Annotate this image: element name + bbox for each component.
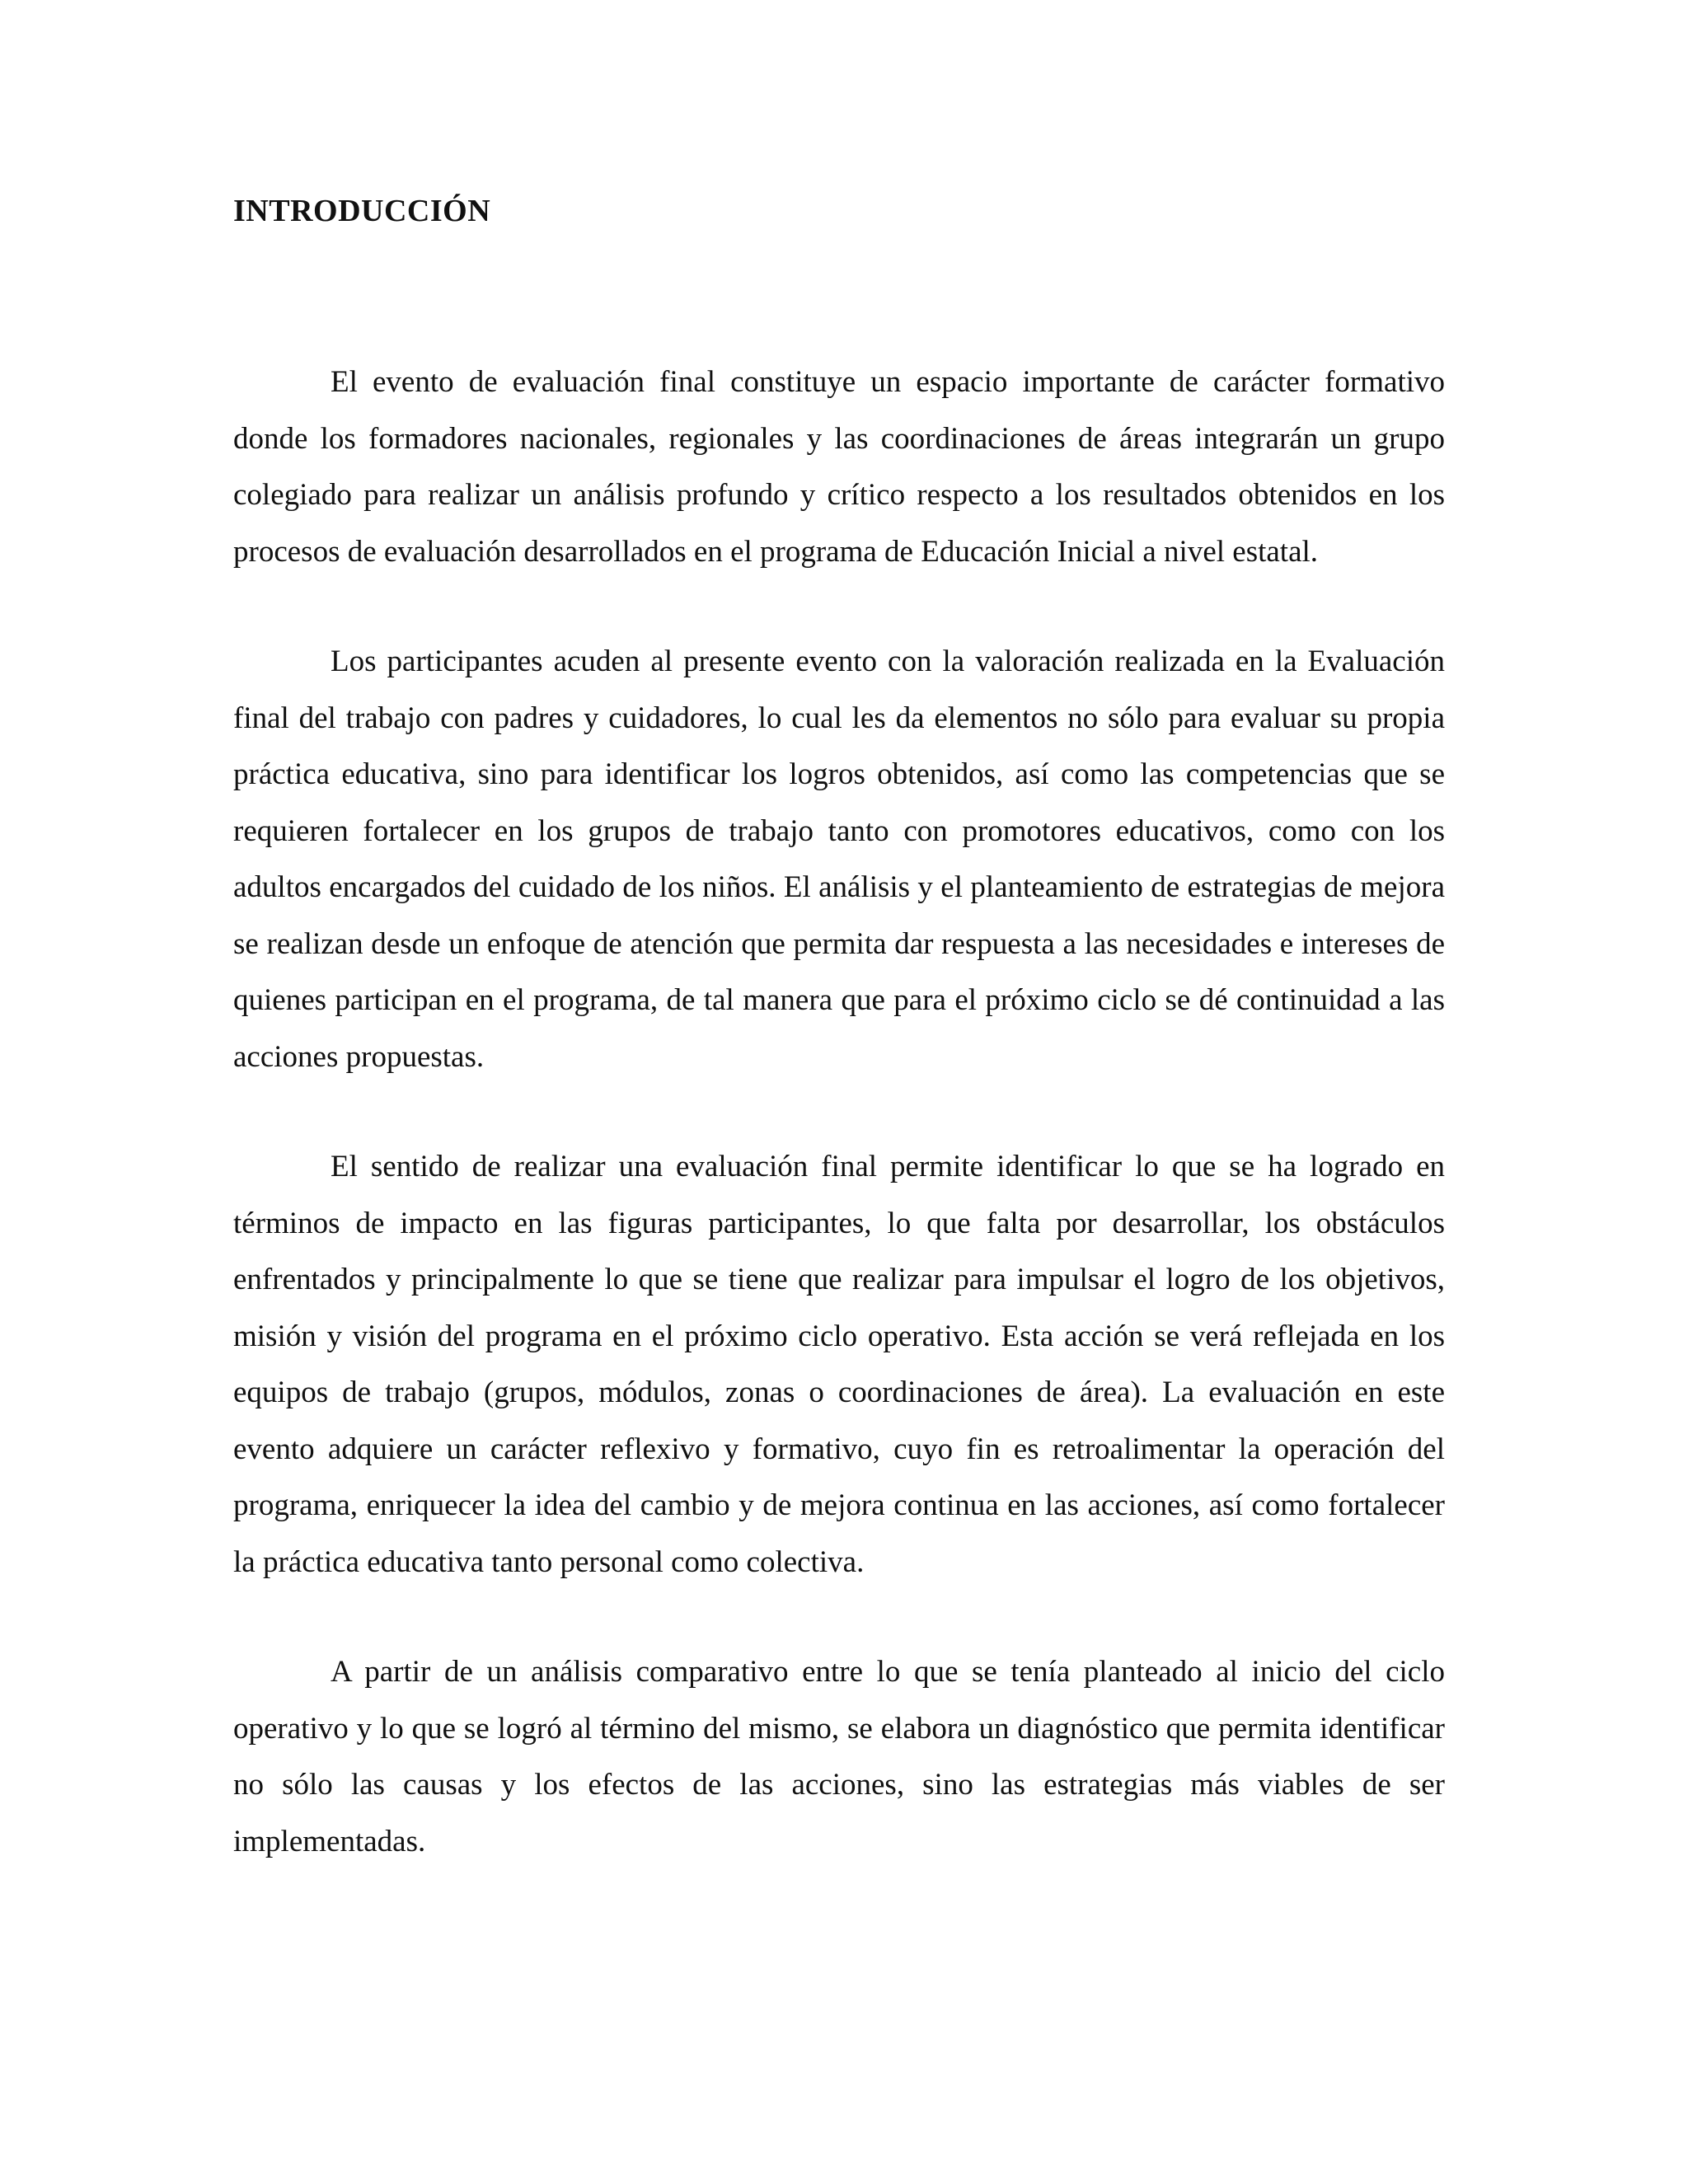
document-body (233, 354, 1445, 1870)
paragraph-4: A partir de un análisis comparativo entre lo que se tenía planteado al inicio del ciclo operativo y lo que se logró al término del mismo, se elabora un diagnóstico que permita identificar no sólo las causas y los efectos de las acciones, sino las estrategias más viables de ser implementadas. (233, 1655, 1445, 1858)
paragraph-2: Los participantes acuden al presente evento con la valoración realizada en la Evaluación final del trabajo con padres y cuidadores, lo cual les da elementos no sólo para evaluar su propia práctica educativa, sino para identificar los logros obtenidos, así como las competencias que se requieren fortalecer en los grupos de trabajo tanto con promotores educativos, como con los adultos encargados del cuidado de los niños. El análisis y el planteamiento de estrategias de mejora se realizan desde un enfoque de atención que permita dar respuesta a las necesidades e intereses de quienes participan en el programa, de tal manera que para el próximo ciclo se dé continuidad a las acciones propuestas. (233, 644, 1445, 1074)
paragraph-3: El sentido de realizar una evaluación final permite identificar lo que se ha logrado en términos de impacto en las figuras participantes, lo que falta por desarrollar, los obstáculos enfrentados y principalmente lo que se tiene que realizar para impulsar el logro de los objetivos, misión y visión del programa en el próximo ciclo operativo. Esta acción se verá reflejada en los equipos de trabajo (grupos, módulos, zonas o coordinaciones de área). La evaluación en este evento adquiere un carácter reflexivo y formativo, cuyo fin es retroalimentar la operación del programa, enriquecer la idea del cambio y de mejora continua en las acciones, así como fortalecer la práctica educativa tanto personal como colectiva. (233, 1150, 1445, 1579)
paragraph-1: El evento de evaluación final constituye un espacio importante de carácter formativo donde los formadores nacionales, regionales y las coordinaciones de áreas integrarán un grupo colegiado para realizar un análisis profundo y crítico respecto a los resultados obtenidos en los procesos de evaluación desarrollados en el programa de Educación Inicial a nivel estatal. (233, 365, 1445, 569)
section-heading: INTRODUCCIÓN (233, 194, 491, 228)
